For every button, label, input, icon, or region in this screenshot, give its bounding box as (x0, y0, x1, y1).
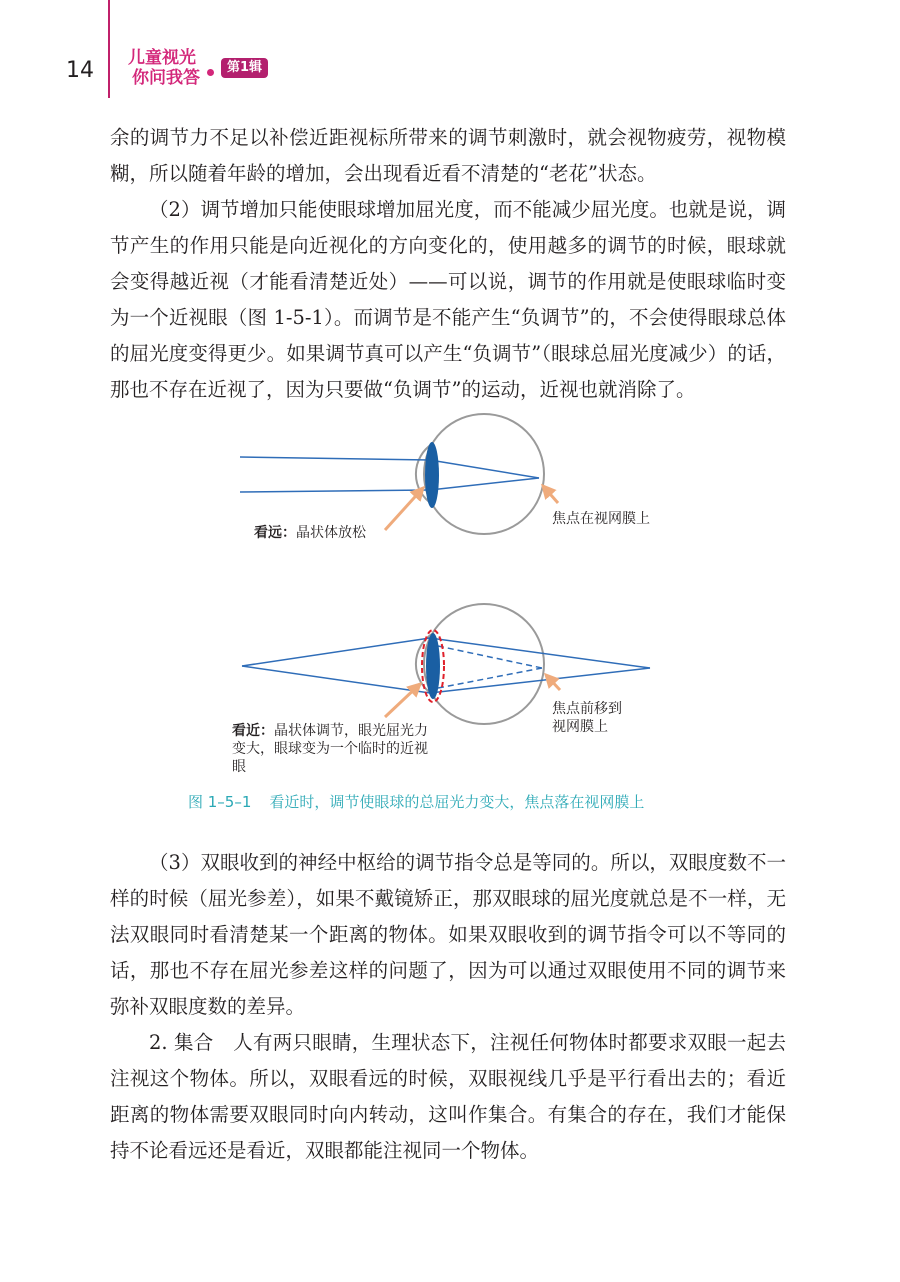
paragraph: （3）双眼收到的神经中枢给的调节指令总是等同的。所以，双眼度数不一样的时候（屈光参差），如果不戴镜矫正，那双眼球的屈光度就总是不一样，无法双眼同时看清楚某一个距离的物体。如果双眼收到的调节指令可以不等同的话，那也不存在屈光参差这样的问题了，因为可以通过双眼使用不同的调节来弥补双眼度数的差异。 (110, 851, 786, 1018)
far-vision-eye (240, 414, 558, 534)
focus-pointer-arrow (546, 675, 560, 690)
far-vision-label (254, 524, 366, 542)
series-title (128, 48, 200, 88)
light-ray (242, 638, 430, 666)
light-ray (430, 460, 539, 478)
lens-pointer-arrow (385, 488, 423, 530)
eyeball-outline (424, 604, 544, 724)
lens-accommodating (426, 633, 440, 699)
page-number: 14 (66, 58, 94, 83)
near-vision-label (232, 722, 437, 776)
light-ray (242, 666, 430, 693)
paragraph: 余的调节力不足以补偿近距视标所带来的调节刺激时，就会视物疲劳，视物模糊，所以随着年龄的增加，会出现看近看不清楚的“老花”状态。 (110, 126, 786, 185)
near-vision-label-title: 看近： (232, 723, 274, 739)
light-ray (240, 457, 430, 460)
series-title-line1: 儿童视光 (128, 48, 196, 68)
far-vision-label-text: 晶状体放松 (296, 525, 366, 541)
light-ray (430, 478, 539, 490)
body-text-top (110, 120, 786, 408)
header-divider (108, 0, 110, 98)
body-text-bottom (110, 845, 786, 1169)
focus-pointer-arrow (543, 486, 558, 503)
series-dot-icon (207, 69, 214, 76)
light-ray (430, 668, 650, 693)
focus-dashed-ray (438, 668, 542, 688)
series-title-line2: 你问我答 (132, 68, 200, 88)
figure-caption-text: 看近时，调节使眼球的总屈光力变大，焦点落在视网膜上 (269, 793, 645, 811)
far-focus-label: 焦点在视网膜上 (552, 511, 650, 527)
eyeball-outline (424, 414, 544, 534)
figure-caption (188, 791, 788, 812)
figure-number: 图 1–5–1 (188, 793, 252, 811)
light-ray (240, 490, 430, 492)
paragraph: 2. 集合 人有两只眼睛，生理状态下，注视任何物体时都要求双眼一起去注视这个物体。所以，双眼看远的时候，双眼视线几乎是平行看出去的；看近距离的物体需要双眼同时向内转动，这叫作集合。有集合的存在，我们才能保持不论看远还是看近，双眼都能注视同一个物体。 (110, 1031, 786, 1162)
near-vision-label-text: 晶状体调节，眼光屈光力变大，眼球变为一个临时的近视眼 (232, 723, 428, 775)
paragraph: （2）调节增加只能使眼球增加屈光度，而不能减少屈光度。也就是说，调节产生的作用只能是向近视化的方向变化的，使用越多的调节的时候，眼球就会变得越近视（才能看清楚近处）——可以说，调节的作用就是使眼球临时变为一个近视眼（图 1-5-1）。而调节是不能产生“负调节”的，不会使得眼球总体的屈光度变得更少。如果调节真可以产生“负调节”（眼球总屈光度减少）的话，那也不存在近视了，因为只要做“负调节”的运动，近视也就消除了。 (110, 198, 786, 401)
near-focus-label: 焦点前移到视网膜上 (552, 701, 622, 735)
volume-badge: 第1辑 (221, 58, 268, 78)
figure-eye-accommodation (180, 400, 700, 800)
lens-relaxed (425, 442, 439, 508)
far-vision-label-title: 看远： (254, 525, 296, 541)
focus-dashed-ray (438, 646, 542, 668)
